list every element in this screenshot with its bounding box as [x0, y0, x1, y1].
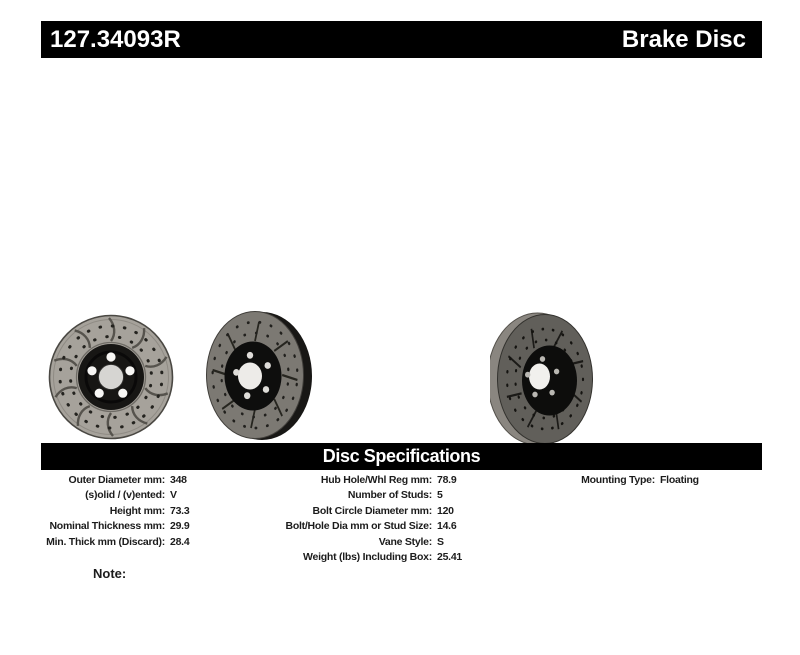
spec-value: 5	[437, 489, 443, 502]
spec-row	[250, 473, 462, 488]
spec-value: Floating	[660, 474, 699, 486]
spec-row	[530, 473, 699, 488]
spec-value: 25.41	[437, 550, 463, 563]
spec-label: Outer Diameter mm:	[68, 474, 165, 486]
header-bar	[41, 21, 762, 58]
spec-row	[41, 473, 189, 488]
spec-value: 73.3	[170, 504, 190, 517]
spec-row	[250, 535, 462, 550]
spec-column-middle	[250, 473, 462, 565]
spec-label: Mounting Type:	[581, 474, 655, 486]
spec-column-left	[41, 473, 189, 550]
spec-row	[250, 488, 462, 503]
spec-row	[250, 504, 462, 519]
spec-row	[41, 519, 189, 534]
spec-section-title: Disc Specifications	[322, 446, 481, 466]
spec-value: 348	[170, 474, 187, 486]
spec-column-right	[530, 473, 699, 488]
spec-label: Min. Thick mm (Discard):	[46, 535, 165, 548]
product-type-title: Brake Disc	[621, 25, 746, 53]
spec-label: (s)olid / (v)ented:	[85, 489, 165, 502]
spec-value: 78.9	[437, 474, 457, 486]
brake-disc-photo-front	[47, 313, 175, 441]
spec-label: Weight (lbs) Including Box:	[303, 550, 432, 563]
spec-row	[41, 535, 189, 550]
note-label: Note:	[93, 566, 127, 581]
spec-value: 14.6	[437, 520, 457, 533]
part-number: 127.34093R	[50, 25, 181, 53]
spec-section-bar	[41, 443, 762, 470]
spec-label: Bolt Circle Diameter mm:	[312, 504, 432, 517]
spec-row	[41, 488, 189, 503]
spec-value: 28.4	[170, 535, 190, 548]
spec-label: Height mm:	[109, 504, 165, 517]
brake-disc-photo-angled-left	[205, 310, 313, 442]
spec-label: Number of Studs:	[347, 489, 432, 502]
spec-value: V	[170, 489, 177, 502]
spec-value: 29.9	[170, 520, 190, 533]
brake-disc-photo-angled-right	[490, 311, 594, 447]
spec-row	[250, 519, 462, 534]
spec-value: 120	[437, 504, 454, 517]
spec-row	[250, 550, 462, 565]
spec-row	[41, 504, 189, 519]
spec-label: Nominal Thickness mm:	[49, 520, 165, 533]
spec-label: Hub Hole/Whl Reg mm:	[320, 474, 432, 486]
spec-value: S	[437, 535, 444, 548]
spec-label: Bolt/Hole Dia mm or Stud Size:	[285, 520, 432, 533]
spec-label: Vane Style:	[378, 535, 432, 548]
